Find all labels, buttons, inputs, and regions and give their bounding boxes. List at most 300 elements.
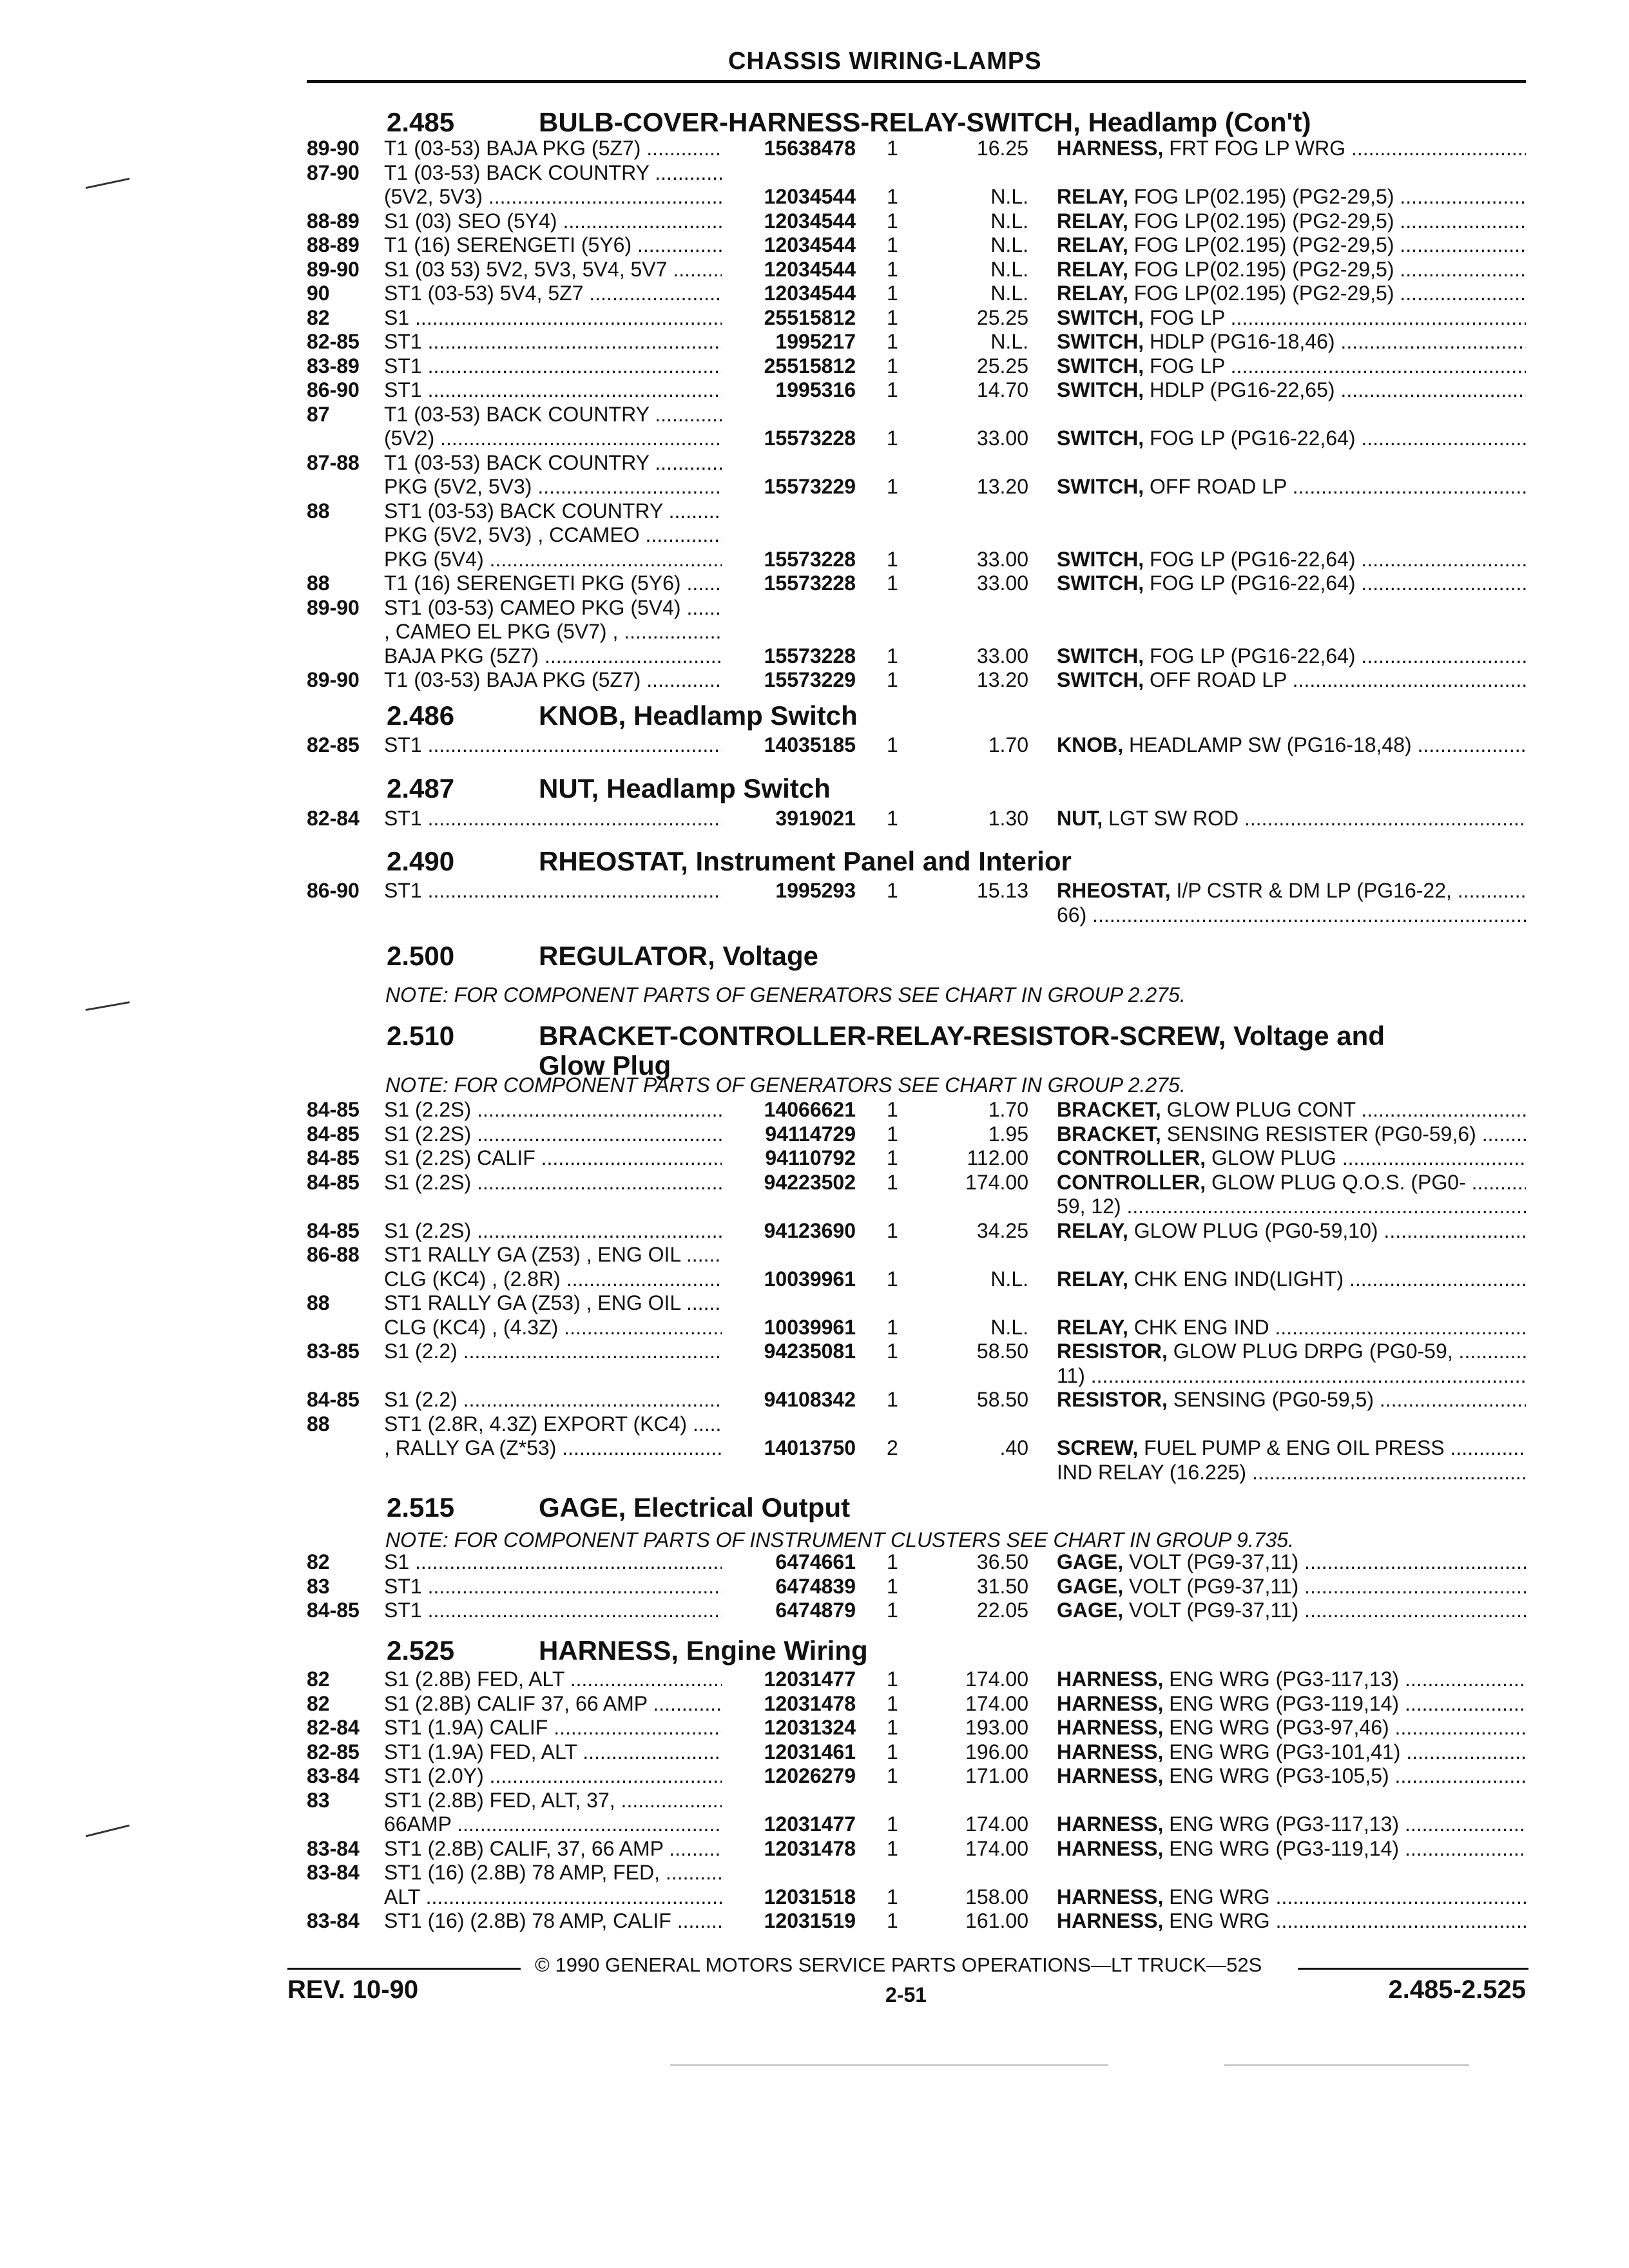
quantity: 1 (887, 427, 898, 450)
application-description: PKG (5V2, 5V3) ..... (384, 475, 722, 498)
part-number: 3919021 (775, 807, 856, 830)
table-row (0, 1885, 1629, 1908)
part-name (1057, 879, 1526, 902)
table-row (0, 807, 1629, 830)
table-row (0, 1575, 1629, 1598)
part-number: 12034544 (764, 185, 856, 208)
part-noun: HARNESS, (1057, 1909, 1164, 1932)
table-row (0, 1412, 1629, 1436)
list-price: 1.95 (988, 1122, 1028, 1146)
table-row (0, 1171, 1629, 1194)
part-number: 15573228 (764, 548, 856, 571)
list-price: 158.00 (965, 1885, 1028, 1908)
part-number: 12026279 (764, 1764, 856, 1787)
section-heading (0, 1021, 1629, 1081)
section-heading (0, 941, 1629, 977)
quantity: 1 (887, 475, 898, 498)
application-description: ST1 (03-53) 5V4, 5Z7 ..... (384, 282, 722, 305)
part-modifier: VOLT (PG9-37,11) (1123, 1599, 1299, 1622)
part-modifier: GLOW PLUG (PG0-59,10) (1128, 1219, 1378, 1242)
application-description: ST1 (1.9A) FED, ALT ..... (384, 1740, 722, 1763)
application-description: S1 (2.2) ..... (384, 1340, 722, 1363)
part-name (1057, 1171, 1526, 1194)
list-price: 31.50 (976, 1575, 1028, 1598)
part-name (1057, 1599, 1526, 1622)
model-year: 83-84 (307, 1861, 360, 1884)
section-number: 2.485 (387, 107, 455, 137)
part-noun: HARNESS, (1057, 1667, 1164, 1691)
part-name (1057, 1692, 1526, 1715)
part-number: 12031478 (764, 1837, 856, 1860)
table-row (0, 620, 1629, 643)
table-row (0, 233, 1629, 256)
part-number: 25515812 (764, 306, 856, 329)
part-number: 94235081 (764, 1340, 856, 1363)
part-noun: RELAY, (1057, 1267, 1128, 1291)
part-number: 14035185 (764, 733, 856, 756)
application-description: T1 (16) SERENGETI PKG (5Y6) ..... (384, 572, 722, 595)
section-heading (0, 773, 1629, 809)
table-row (0, 879, 1629, 902)
part-modifier: HDLP (PG16-18,46) (1144, 330, 1335, 353)
scan-line (670, 2064, 1108, 2066)
part-name (1057, 137, 1526, 160)
quantity: 1 (887, 1122, 898, 1146)
part-modifier: FOG LP(02.195) (PG2-29,5) (1128, 282, 1394, 305)
table-row (0, 137, 1629, 160)
table-row (0, 1909, 1629, 1932)
application-description: CLG (KC4) , (4.3Z) ..... (384, 1316, 722, 1339)
quantity: 1 (887, 1716, 898, 1739)
footer-page-number: 2-51 (885, 1983, 927, 2006)
part-noun: GAGE, (1057, 1575, 1124, 1598)
part-number: 15573229 (764, 475, 856, 498)
application-description: , CAMEO EL PKG (5V7) , ..... (384, 620, 722, 643)
application-description: ST1 ..... (384, 1575, 722, 1598)
section-title: KNOB, Headlamp Switch (539, 700, 858, 731)
part-modifier: ENG WRG (PG3-117,13) (1163, 1667, 1400, 1691)
application-description: ST1 ..... (384, 378, 722, 401)
footer-rule-right (1298, 1968, 1528, 1970)
list-price: 33.00 (976, 548, 1028, 571)
list-price: 25.25 (976, 306, 1028, 329)
application-description: PKG (5V4) ..... (384, 548, 722, 571)
table-row (0, 282, 1629, 305)
model-year: 82-85 (307, 733, 360, 756)
part-name (1057, 1667, 1526, 1691)
quantity: 1 (887, 1146, 898, 1169)
quantity: 1 (887, 378, 898, 401)
model-year: 87-90 (307, 161, 360, 184)
application-description: T1 (03-53) BACK COUNTRY ..... (384, 451, 722, 474)
part-modifier: HEADLAMP SW (PG16-18,48) (1123, 733, 1412, 756)
application-description: (5V2) ..... (384, 427, 722, 450)
quantity: 1 (887, 1740, 898, 1763)
part-number: 12034544 (764, 282, 856, 305)
part-number: 94114729 (765, 1122, 856, 1146)
list-price: N.L. (990, 282, 1028, 305)
list-price: 13.20 (976, 475, 1028, 498)
table-row (0, 1388, 1629, 1411)
model-year: 89-90 (307, 137, 360, 160)
quantity: 1 (887, 185, 898, 208)
part-noun: RELAY, (1057, 1219, 1128, 1242)
part-noun: BRACKET, (1057, 1098, 1161, 1121)
part-name (1057, 427, 1526, 450)
model-year: 83-84 (307, 1909, 360, 1932)
table-row (0, 1098, 1629, 1121)
table-row (0, 1667, 1629, 1691)
model-year: 84-85 (307, 1171, 360, 1194)
part-noun: KNOB, (1057, 733, 1124, 756)
table-row (0, 1789, 1629, 1812)
part-number: 15573228 (764, 572, 856, 595)
model-year: 83-89 (307, 354, 360, 378)
part-modifier: FOG LP(02.195) (PG2-29,5) (1128, 209, 1394, 233)
model-year: 88-89 (307, 209, 360, 233)
application-description: S1 (2.8B) FED, ALT ..... (384, 1667, 722, 1691)
table-row (0, 475, 1629, 498)
list-price: 171.00 (965, 1764, 1028, 1787)
model-year: 87 (307, 403, 330, 426)
header-rule (307, 80, 1526, 83)
list-price: N.L. (990, 233, 1028, 256)
list-price: N.L. (990, 1316, 1028, 1339)
part-name (1057, 1267, 1526, 1291)
table-row (0, 1764, 1629, 1787)
model-year: 88 (307, 499, 330, 523)
table-row (0, 258, 1629, 281)
model-year: 87-88 (307, 451, 360, 474)
model-year: 83-84 (307, 1764, 360, 1787)
part-noun: SCREW, (1057, 1436, 1139, 1459)
part-name (1057, 306, 1526, 329)
table-row (0, 1291, 1629, 1314)
part-modifier: ENG WRG (PG3-119,14) (1163, 1692, 1400, 1715)
part-noun: SWITCH, (1057, 475, 1144, 498)
model-year: 82 (307, 306, 330, 329)
table-row (0, 1122, 1629, 1146)
section-heading (0, 1635, 1629, 1671)
quantity: 1 (887, 258, 898, 281)
table-row (0, 596, 1629, 619)
section-subtitle: Glow Plug (539, 1050, 671, 1081)
part-number: 12031477 (764, 1667, 856, 1691)
list-price: 36.50 (976, 1550, 1028, 1573)
application-description: S1 ..... (384, 1550, 722, 1573)
section-title: BRACKET-CONTROLLER-RELAY-RESISTOR-SCREW, Voltage and (539, 1021, 1385, 1051)
part-noun: GAGE, (1057, 1550, 1124, 1573)
part-number: 94110792 (765, 1146, 856, 1169)
part-name (1057, 1837, 1526, 1860)
quantity: 1 (887, 1575, 898, 1598)
part-number: 25515812 (764, 354, 856, 378)
part-modifier: OFF ROAD LP (1144, 475, 1287, 498)
part-number: 15638478 (764, 137, 856, 160)
part-number: 12034544 (764, 233, 856, 256)
application-description: PKG (5V2, 5V3) , CCAMEO ..... (384, 523, 722, 546)
part-modifier: CHK ENG IND (1128, 1316, 1269, 1339)
table-row (0, 1740, 1629, 1763)
model-year: 82-84 (307, 807, 360, 830)
application-description: S1 (2.2S) CALIF ..... (384, 1146, 722, 1169)
part-modifier: I/P CSTR & DM LP (PG16-22, (1170, 879, 1452, 902)
section-title: HARNESS, Engine Wiring (539, 1635, 868, 1666)
part-modifier: FOG LP(02.195) (PG2-29,5) (1128, 258, 1394, 281)
part-noun: SWITCH, (1057, 572, 1144, 595)
quantity: 1 (887, 807, 898, 830)
model-year: 83 (307, 1789, 330, 1812)
list-price: 16.25 (976, 137, 1028, 160)
part-noun: RELAY, (1057, 282, 1128, 305)
part-name (1057, 209, 1526, 233)
list-price: N.L. (990, 258, 1028, 281)
section-number: 2.487 (387, 773, 455, 803)
model-year: 83 (307, 1575, 330, 1598)
part-number: 12031461 (764, 1740, 856, 1763)
model-year: 82 (307, 1692, 330, 1715)
table-row (0, 378, 1629, 401)
part-name (1057, 475, 1526, 498)
model-year: 88-89 (307, 233, 360, 256)
table-row (0, 427, 1629, 450)
application-description: (5V2, 5V3) ..... (384, 185, 722, 208)
table-row (0, 548, 1629, 571)
application-description: S1 (2.2S) ..... (384, 1219, 722, 1242)
model-year: 86-90 (307, 378, 360, 401)
application-description: , RALLY GA (Z*53) ..... (384, 1436, 722, 1459)
section-note: NOTE: FOR COMPONENT PARTS OF GENERATORS SEE CHART IN GROUP 2.275. (385, 1073, 1186, 1097)
model-year: 82 (307, 1550, 330, 1573)
quantity: 1 (887, 1812, 898, 1836)
part-name (1057, 1740, 1526, 1763)
part-noun: HARNESS, (1057, 1692, 1164, 1715)
part-name (1057, 282, 1526, 305)
part-modifier: ENG WRG (1163, 1885, 1270, 1908)
table-row (0, 733, 1629, 756)
quantity: 1 (887, 1599, 898, 1622)
application-description: ST1 (16) (2.8B) 78 AMP, CALIF ..... (384, 1909, 722, 1932)
quantity: 1 (887, 1550, 898, 1573)
part-modifier: ENG WRG (PG3-117,13) (1163, 1812, 1400, 1836)
list-price: 22.05 (976, 1599, 1028, 1622)
section-title: NUT, Headlamp Switch (539, 773, 831, 803)
quantity: 1 (887, 1764, 898, 1787)
application-description: ST1 (16) (2.8B) 78 AMP, FED, ..... (384, 1861, 722, 1884)
table-row (0, 1267, 1629, 1291)
part-noun: CONTROLLER, (1057, 1146, 1206, 1169)
part-number: 6474839 (775, 1575, 856, 1598)
part-number: 6474661 (775, 1550, 856, 1573)
list-price: 174.00 (965, 1692, 1028, 1715)
table-row (0, 209, 1629, 233)
part-modifier: VOLT (PG9-37,11) (1123, 1575, 1299, 1598)
section-number: 2.486 (387, 700, 455, 731)
application-description: ST1 (03-53) CAMEO PKG (5V4) ..... (384, 596, 722, 619)
quantity: 1 (887, 137, 898, 160)
table-row (0, 1550, 1629, 1573)
application-description: S1 (03) SEO (5Y4) ..... (384, 209, 722, 233)
quantity: 2 (887, 1436, 898, 1459)
list-price: 1.70 (988, 1098, 1028, 1121)
table-row (0, 1716, 1629, 1739)
part-name (1057, 1195, 1526, 1218)
part-number: 10039961 (764, 1316, 856, 1339)
part-noun: RESISTOR, (1057, 1340, 1168, 1363)
quantity: 1 (887, 1388, 898, 1411)
list-price: 112.00 (967, 1146, 1028, 1169)
table-row (0, 1364, 1629, 1387)
part-modifier: OFF ROAD LP (1144, 668, 1287, 691)
part-name (1057, 1885, 1526, 1908)
footer-section-range: 2.485-2.525 (1388, 1975, 1526, 2004)
list-price: 193.00 (965, 1716, 1028, 1739)
table-row (0, 1861, 1629, 1884)
table-row (0, 1436, 1629, 1459)
part-name (1057, 258, 1526, 281)
list-price: 25.25 (976, 354, 1028, 378)
application-description: BAJA PKG (5Z7) ..... (384, 644, 722, 668)
list-price: N.L. (990, 1267, 1028, 1291)
quantity: 1 (887, 572, 898, 595)
application-description: ST1 (2.0Y) ..... (384, 1764, 722, 1787)
part-number: 1995217 (775, 330, 856, 353)
part-number: 12031518 (764, 1885, 856, 1908)
section-number: 2.490 (387, 846, 455, 876)
part-name (1057, 572, 1526, 595)
table-row (0, 451, 1629, 474)
application-description: S1 (2.2S) ..... (384, 1098, 722, 1121)
application-description: T1 (03-53) BAJA PKG (5Z7) ..... (384, 668, 722, 691)
part-modifier: GLOW PLUG CONT (1161, 1098, 1356, 1121)
part-name (1057, 1316, 1526, 1339)
part-modifier: FUEL PUMP & ENG OIL PRESS (1138, 1436, 1445, 1459)
section-number: 2.515 (387, 1492, 455, 1523)
list-price: 174.00 (965, 1667, 1028, 1691)
quantity: 1 (887, 354, 898, 378)
part-noun: SWITCH, (1057, 306, 1144, 329)
section-number: 2.525 (387, 1635, 455, 1666)
part-name (1057, 1122, 1526, 1146)
table-row (0, 1692, 1629, 1715)
part-modifier: ENG WRG (PG3-105,5) (1163, 1764, 1389, 1787)
list-price: 34.25 (976, 1219, 1028, 1242)
footer-copyright: © 1990 GENERAL MOTORS SERVICE PARTS OPERATIONS—LT TRUCK—52S (535, 1954, 1262, 1976)
table-row (0, 1243, 1629, 1266)
list-price: 58.50 (976, 1388, 1028, 1411)
model-year: 86-90 (307, 879, 360, 902)
model-year: 84-85 (307, 1122, 360, 1146)
section-title: REGULATOR, Voltage (539, 941, 819, 971)
list-price: 196.00 (965, 1740, 1028, 1763)
section-title: GAGE, Electrical Output (539, 1492, 851, 1523)
part-name (1057, 1909, 1526, 1932)
part-noun: SWITCH, (1057, 330, 1144, 353)
application-description: CLG (KC4) , (2.8R) ..... (384, 1267, 722, 1291)
quantity: 1 (887, 1171, 898, 1194)
part-noun: RHEOSTAT, (1057, 879, 1171, 902)
part-noun: HARNESS, (1057, 137, 1164, 160)
part-modifier: ENG WRG (PG3-97,46) (1163, 1716, 1389, 1739)
part-noun: SWITCH, (1057, 548, 1144, 571)
part-name (1057, 354, 1526, 378)
model-year: 83-84 (307, 1837, 360, 1860)
part-name (1057, 233, 1526, 256)
section-title: RHEOSTAT, Instrument Panel and Interior (539, 846, 1072, 876)
model-year: 89-90 (307, 668, 360, 691)
application-description: ST1 (2.8B) FED, ALT, 37, ..... (384, 1789, 722, 1812)
part-modifier: FOG LP (PG16-22,64) (1144, 572, 1356, 595)
part-name (1057, 1461, 1526, 1484)
part-noun: CONTROLLER, (1057, 1171, 1206, 1194)
quantity: 1 (887, 1909, 898, 1932)
part-noun: HARNESS, (1057, 1740, 1164, 1763)
quantity: 1 (887, 282, 898, 305)
list-price: 33.00 (976, 427, 1028, 450)
part-noun: NUT, (1057, 807, 1103, 830)
table-row (0, 1219, 1629, 1242)
part-noun: RELAY, (1057, 209, 1128, 233)
application-description: T1 (03-53) BAJA PKG (5Z7) ..... (384, 137, 722, 160)
footer-rule-left (287, 1968, 521, 1970)
application-description: ALT ..... (384, 1885, 722, 1908)
quantity: 1 (887, 1219, 898, 1242)
model-year: 89-90 (307, 596, 360, 619)
quantity: 1 (887, 209, 898, 233)
model-year: 86-88 (307, 1243, 360, 1266)
quantity: 1 (887, 1692, 898, 1715)
part-name (1057, 1575, 1526, 1598)
part-noun: SWITCH, (1057, 378, 1144, 401)
part-number: 14013750 (764, 1436, 856, 1459)
model-year: 83-85 (307, 1340, 360, 1363)
table-row (0, 572, 1629, 595)
scan-line (1224, 2064, 1469, 2066)
application-description: ST1 ..... (384, 879, 722, 902)
list-price: 58.50 (976, 1340, 1028, 1363)
quantity: 1 (887, 1340, 898, 1363)
part-number: 12031519 (764, 1909, 856, 1932)
application-description: ST1 (2.8R, 4.3Z) EXPORT (KC4) ..... (384, 1412, 722, 1436)
part-modifier: GLOW PLUG Q.O.S. (PG0- (1206, 1171, 1466, 1194)
footer-revision: REV. 10-90 (287, 1975, 419, 2004)
section-heading (0, 1492, 1629, 1528)
part-number: 94108342 (764, 1388, 856, 1411)
part-number: 1995293 (775, 879, 856, 902)
quantity: 1 (887, 1885, 898, 1908)
table-row (0, 499, 1629, 523)
list-price: 174.00 (965, 1171, 1028, 1194)
part-name (1057, 1812, 1526, 1836)
part-name (1057, 378, 1526, 401)
part-name (1057, 1364, 1526, 1387)
table-row (0, 306, 1629, 329)
quantity: 1 (887, 1098, 898, 1121)
section-note: NOTE: FOR COMPONENT PARTS OF INSTRUMENT CLUSTERS SEE CHART IN GROUP 9.735. (385, 1528, 1294, 1552)
part-name (1057, 1340, 1526, 1363)
quantity: 1 (887, 1316, 898, 1339)
application-description: T1 (16) SERENGETI (5Y6) ..... (384, 233, 722, 256)
part-number: 94123690 (764, 1219, 856, 1242)
part-name (1057, 185, 1526, 208)
model-year: 82-84 (307, 1716, 360, 1739)
quantity: 1 (887, 548, 898, 571)
table-row (0, 1195, 1629, 1218)
quantity: 1 (887, 1267, 898, 1291)
part-number: 94223502 (764, 1171, 856, 1194)
part-modifier: FOG LP (PG16-22,64) (1144, 644, 1356, 668)
part-noun: SWITCH, (1057, 668, 1144, 691)
